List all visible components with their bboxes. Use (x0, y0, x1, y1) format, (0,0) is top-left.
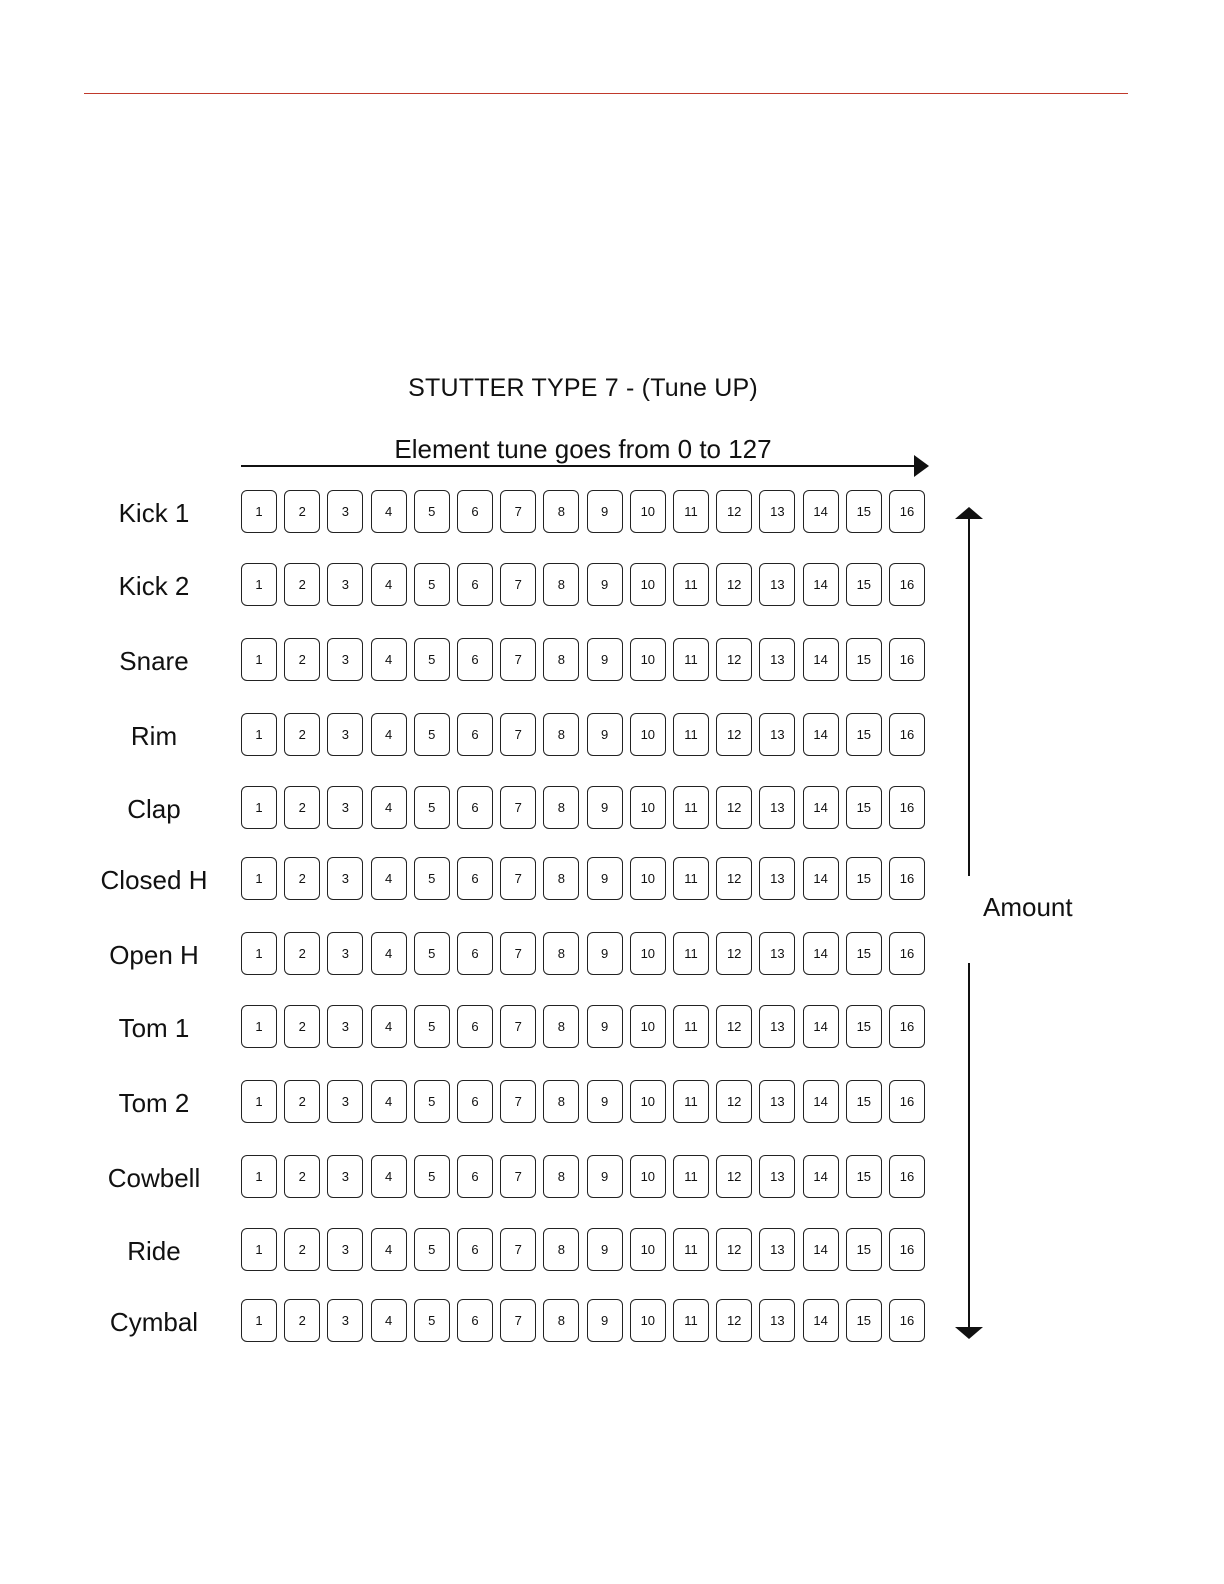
step-cell: 1 (241, 857, 277, 900)
step-cell: 2 (284, 857, 320, 900)
step-cell: 8 (543, 563, 579, 606)
step-cell: 7 (500, 638, 536, 681)
step-cell: 10 (630, 1228, 666, 1271)
step-cell: 15 (846, 1005, 882, 1048)
step-cell: 14 (803, 1155, 839, 1198)
step-cell: 9 (587, 1228, 623, 1271)
step-cell: 3 (327, 490, 363, 533)
step-cell: 9 (587, 1080, 623, 1123)
step-cell: 16 (889, 1080, 925, 1123)
horizontal-arrow-line (241, 465, 915, 467)
step-cell: 1 (241, 713, 277, 756)
step-cell: 8 (543, 1228, 579, 1271)
step-cell: 16 (889, 786, 925, 829)
step-cell: 1 (241, 1155, 277, 1198)
step-cell: 13 (759, 932, 795, 975)
step-cell: 12 (716, 1228, 752, 1271)
step-cell: 16 (889, 490, 925, 533)
step-cell: 8 (543, 786, 579, 829)
step-cell: 2 (284, 1228, 320, 1271)
step-cell: 8 (543, 490, 579, 533)
row-label: Kick 1 (118, 498, 190, 528)
step-cell: 11 (673, 713, 709, 756)
step-cell: 14 (803, 490, 839, 533)
step-cell: 13 (759, 563, 795, 606)
step-cell: 13 (759, 713, 795, 756)
step-cell: 16 (889, 563, 925, 606)
row-label: Clap (127, 794, 181, 824)
step-cell: 7 (500, 563, 536, 606)
step-cell: 10 (630, 490, 666, 533)
step-cell: 4 (371, 1080, 407, 1123)
step-cell: 4 (371, 1005, 407, 1048)
step-cell: 14 (803, 1080, 839, 1123)
amount-label: Amount (983, 892, 1073, 922)
step-cell: 9 (587, 490, 623, 533)
step-cell: 10 (630, 713, 666, 756)
step-cell: 16 (889, 713, 925, 756)
step-cell: 2 (284, 1299, 320, 1342)
step-cell: 6 (457, 638, 493, 681)
step-cell: 9 (587, 1299, 623, 1342)
step-cell: 14 (803, 638, 839, 681)
step-cell: 7 (500, 932, 536, 975)
step-cell: 9 (587, 932, 623, 975)
step-cell: 7 (500, 490, 536, 533)
step-cell: 2 (284, 563, 320, 606)
step-cell: 3 (327, 1155, 363, 1198)
step-cell: 3 (327, 1299, 363, 1342)
step-cell: 6 (457, 563, 493, 606)
row-label: Closed H (100, 865, 208, 895)
step-cell: 15 (846, 563, 882, 606)
step-cell: 7 (500, 1228, 536, 1271)
step-cell: 3 (327, 563, 363, 606)
step-cell: 1 (241, 1299, 277, 1342)
step-cell: 6 (457, 713, 493, 756)
step-cell: 13 (759, 1299, 795, 1342)
step-cell: 13 (759, 786, 795, 829)
step-cell: 11 (673, 1155, 709, 1198)
step-cell: 8 (543, 1299, 579, 1342)
step-cell: 8 (543, 857, 579, 900)
step-cell: 4 (371, 786, 407, 829)
step-cell: 6 (457, 932, 493, 975)
header-rule (84, 93, 1128, 94)
step-cell: 3 (327, 857, 363, 900)
step-cell: 1 (241, 1005, 277, 1048)
vertical-arrow-line-top (968, 517, 970, 876)
step-cell: 10 (630, 1299, 666, 1342)
step-cell: 6 (457, 1228, 493, 1271)
step-cell: 15 (846, 490, 882, 533)
horizontal-axis-label: Element tune goes from 0 to 127 (394, 434, 772, 464)
step-cell: 12 (716, 1299, 752, 1342)
step-cell: 4 (371, 563, 407, 606)
step-cell: 14 (803, 857, 839, 900)
step-cell: 13 (759, 857, 795, 900)
step-cell: 14 (803, 713, 839, 756)
row-label: Tom 1 (118, 1013, 190, 1043)
step-cell: 10 (630, 638, 666, 681)
step-cell: 5 (414, 1228, 450, 1271)
step-cell: 4 (371, 638, 407, 681)
step-cell: 11 (673, 563, 709, 606)
step-cell: 8 (543, 638, 579, 681)
step-cell: 9 (587, 1155, 623, 1198)
step-cell: 1 (241, 786, 277, 829)
step-cell: 2 (284, 1080, 320, 1123)
row-label: Kick 2 (118, 571, 190, 601)
step-cell: 15 (846, 1155, 882, 1198)
step-cell: 2 (284, 1155, 320, 1198)
step-cell: 2 (284, 932, 320, 975)
step-cell: 5 (414, 786, 450, 829)
step-cell: 6 (457, 1299, 493, 1342)
step-cell: 9 (587, 638, 623, 681)
step-cell: 5 (414, 638, 450, 681)
step-cell: 3 (327, 786, 363, 829)
step-cell: 3 (327, 1228, 363, 1271)
step-cell: 12 (716, 786, 752, 829)
step-cell: 10 (630, 1080, 666, 1123)
step-cell: 2 (284, 1005, 320, 1048)
step-cell: 9 (587, 786, 623, 829)
arrow-down-icon (955, 1327, 983, 1339)
step-cell: 11 (673, 1005, 709, 1048)
step-cell: 15 (846, 857, 882, 900)
step-cell: 11 (673, 1080, 709, 1123)
step-cell: 15 (846, 1228, 882, 1271)
step-cell: 14 (803, 563, 839, 606)
step-cell: 15 (846, 1299, 882, 1342)
step-cell: 2 (284, 638, 320, 681)
step-cell: 5 (414, 1155, 450, 1198)
row-label: Tom 2 (118, 1088, 190, 1118)
step-cell: 10 (630, 1005, 666, 1048)
step-cell: 8 (543, 1080, 579, 1123)
step-cell: 3 (327, 932, 363, 975)
step-cell: 9 (587, 857, 623, 900)
row-label: Cowbell (107, 1163, 201, 1193)
step-cell: 7 (500, 1155, 536, 1198)
step-cell: 14 (803, 1228, 839, 1271)
row-label: Open H (109, 940, 199, 970)
step-cell: 11 (673, 857, 709, 900)
step-cell: 10 (630, 857, 666, 900)
step-cell: 1 (241, 1080, 277, 1123)
step-cell: 13 (759, 1155, 795, 1198)
step-cell: 15 (846, 638, 882, 681)
step-cell: 5 (414, 1080, 450, 1123)
step-cell: 7 (500, 857, 536, 900)
step-cell: 12 (716, 563, 752, 606)
step-cell: 4 (371, 857, 407, 900)
step-cell: 3 (327, 638, 363, 681)
diagram-title: STUTTER TYPE 7 - (Tune UP) (408, 374, 758, 402)
step-cell: 16 (889, 1228, 925, 1271)
step-cell: 10 (630, 932, 666, 975)
step-cell: 13 (759, 1228, 795, 1271)
step-cell: 5 (414, 490, 450, 533)
step-cell: 7 (500, 786, 536, 829)
step-cell: 9 (587, 1005, 623, 1048)
step-cell: 8 (543, 1155, 579, 1198)
step-cell: 11 (673, 1299, 709, 1342)
step-cell: 12 (716, 490, 752, 533)
step-cell: 13 (759, 490, 795, 533)
step-cell: 12 (716, 857, 752, 900)
step-cell: 11 (673, 638, 709, 681)
step-cell: 16 (889, 1005, 925, 1048)
step-cell: 13 (759, 1005, 795, 1048)
step-cell: 15 (846, 713, 882, 756)
row-label: Rim (130, 721, 178, 751)
step-cell: 5 (414, 1005, 450, 1048)
step-cell: 10 (630, 1155, 666, 1198)
step-cell: 5 (414, 932, 450, 975)
step-cell: 4 (371, 932, 407, 975)
step-cell: 5 (414, 563, 450, 606)
step-cell: 12 (716, 932, 752, 975)
row-label: Cymbal (109, 1307, 199, 1337)
step-cell: 8 (543, 1005, 579, 1048)
step-cell: 11 (673, 786, 709, 829)
step-cell: 12 (716, 1080, 752, 1123)
step-cell: 2 (284, 786, 320, 829)
step-cell: 4 (371, 713, 407, 756)
vertical-arrow-line-bottom (968, 963, 970, 1329)
step-cell: 7 (500, 1080, 536, 1123)
step-cell: 16 (889, 1299, 925, 1342)
step-cell: 14 (803, 786, 839, 829)
step-cell: 16 (889, 932, 925, 975)
step-cell: 6 (457, 490, 493, 533)
step-cell: 4 (371, 1155, 407, 1198)
step-cell: 3 (327, 1080, 363, 1123)
step-cell: 3 (327, 713, 363, 756)
step-cell: 15 (846, 1080, 882, 1123)
step-cell: 5 (414, 857, 450, 900)
step-cell: 1 (241, 1228, 277, 1271)
step-cell: 16 (889, 1155, 925, 1198)
step-cell: 12 (716, 1155, 752, 1198)
step-cell: 9 (587, 563, 623, 606)
row-label: Snare (119, 646, 189, 676)
step-cell: 7 (500, 1005, 536, 1048)
step-cell: 14 (803, 1299, 839, 1342)
step-cell: 1 (241, 490, 277, 533)
step-cell: 6 (457, 1005, 493, 1048)
step-cell: 8 (543, 713, 579, 756)
step-cell: 7 (500, 713, 536, 756)
step-cell: 1 (241, 638, 277, 681)
step-cell: 12 (716, 638, 752, 681)
step-cell: 6 (457, 857, 493, 900)
step-cell: 6 (457, 786, 493, 829)
step-cell: 13 (759, 1080, 795, 1123)
step-cell: 11 (673, 1228, 709, 1271)
step-cell: 7 (500, 1299, 536, 1342)
step-cell: 16 (889, 857, 925, 900)
step-cell: 12 (716, 1005, 752, 1048)
step-cell: 14 (803, 932, 839, 975)
step-cell: 4 (371, 1299, 407, 1342)
step-cell: 9 (587, 713, 623, 756)
step-cell: 6 (457, 1080, 493, 1123)
step-cell: 11 (673, 932, 709, 975)
step-cell: 5 (414, 1299, 450, 1342)
step-cell: 4 (371, 490, 407, 533)
arrow-right-icon (914, 455, 929, 477)
step-cell: 13 (759, 638, 795, 681)
step-cell: 1 (241, 563, 277, 606)
step-cell: 12 (716, 713, 752, 756)
step-cell: 16 (889, 638, 925, 681)
step-cell: 14 (803, 1005, 839, 1048)
step-cell: 10 (630, 786, 666, 829)
step-cell: 15 (846, 932, 882, 975)
step-cell: 8 (543, 932, 579, 975)
step-cell: 10 (630, 563, 666, 606)
row-label: Ride (127, 1236, 181, 1266)
step-cell: 11 (673, 490, 709, 533)
step-cell: 2 (284, 490, 320, 533)
step-cell: 6 (457, 1155, 493, 1198)
step-cell: 4 (371, 1228, 407, 1271)
step-cell: 3 (327, 1005, 363, 1048)
step-cell: 5 (414, 713, 450, 756)
step-cell: 1 (241, 932, 277, 975)
step-cell: 15 (846, 786, 882, 829)
step-cell: 2 (284, 713, 320, 756)
